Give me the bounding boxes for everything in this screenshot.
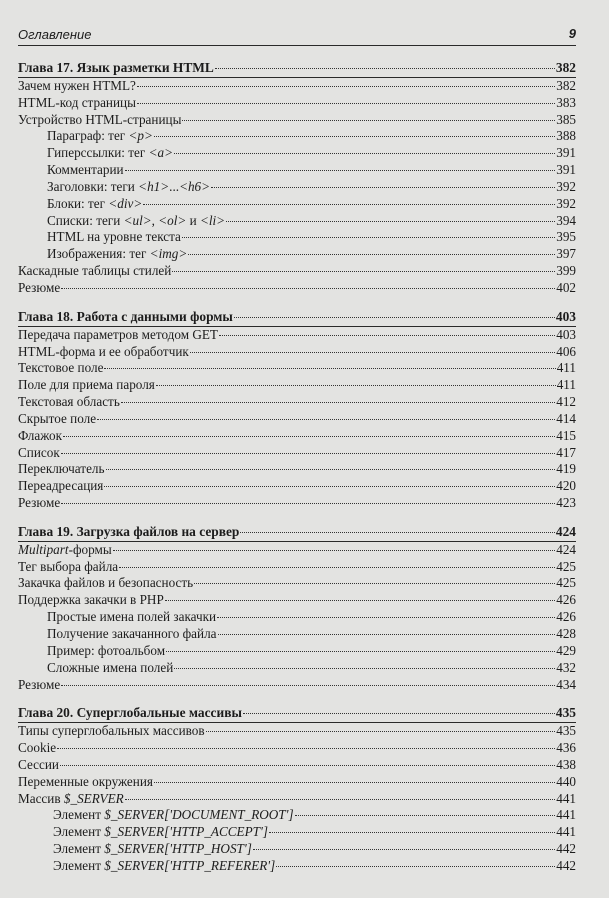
dot-leader (125, 798, 556, 800)
chapter-heading (18, 60, 576, 77)
dot-leader (219, 334, 555, 336)
dot-leader (243, 712, 555, 714)
entry-title: Элемент $_SERVER['HTTP_HOST'] (53, 841, 252, 857)
toc-entry (18, 609, 576, 626)
entry-title: Списки: теги <ul>, <ol> и <li> (47, 212, 226, 228)
entry-title: Получение закачанного файла (47, 626, 217, 641)
entry-title: Резюме (18, 279, 61, 295)
dot-leader (295, 814, 556, 816)
entry-title: Переменные окружения (18, 773, 153, 789)
entry-page-number: 411 (556, 360, 576, 376)
entry-page-number: 440 (556, 773, 576, 789)
entry-title: Поле для приема пароля (18, 377, 155, 393)
entry-title: Закачка файлов и безопасность (18, 575, 194, 591)
entry-title: Cookie (18, 740, 57, 756)
entry-page-number: 441 (556, 807, 576, 823)
entry-page-number: 399 (556, 263, 576, 279)
toc-entry (18, 213, 576, 230)
dot-leader (106, 468, 556, 470)
entry-title: Скрытое поле (18, 410, 97, 426)
toc-entry (18, 394, 576, 411)
dot-leader (60, 764, 555, 766)
entry-page-number: 441 (556, 824, 576, 840)
entry-title: Гиперссылки: тег <a> (47, 145, 173, 161)
toc-entry (18, 145, 576, 162)
entry-title: HTML-форма и ее обработчик (18, 343, 189, 359)
entry-title: Сессии (18, 756, 59, 772)
chapter-title: Глава 20. Суперглобальные массивы (18, 705, 242, 721)
toc-entry (18, 327, 576, 344)
entry-page-number: 403 (556, 326, 576, 342)
dot-leader (218, 633, 556, 635)
toc-entry (18, 559, 576, 576)
chapter-page-number: 424 (555, 523, 576, 539)
toc-entry (18, 377, 576, 394)
entry-title: Поддержка закачки в PHP (18, 592, 164, 608)
entry-page-number: 392 (556, 178, 576, 194)
entry-page-number: 425 (556, 575, 576, 591)
entry-page-number: 425 (556, 558, 576, 574)
dot-leader (61, 452, 555, 454)
dot-leader (194, 582, 555, 584)
toc-entry (18, 677, 576, 694)
dot-leader (174, 667, 555, 669)
entry-page-number: 432 (556, 659, 576, 675)
entry-title: Multipart-формы (18, 541, 112, 557)
entry-page-number: 394 (556, 212, 576, 228)
toc-entry (18, 660, 576, 677)
entry-title: Комментарии (47, 162, 124, 178)
toc-entry (18, 428, 576, 445)
entry-page-number: 388 (556, 128, 576, 144)
entry-title: Элемент $_SERVER['DOCUMENT_ROOT'] (53, 807, 294, 823)
chapter-title: Глава 18. Работа с данными формы (18, 308, 233, 324)
toc-entry (18, 344, 576, 361)
toc-entry (18, 757, 576, 774)
dot-leader (137, 102, 555, 104)
toc-entry (18, 495, 576, 512)
entry-page-number: 438 (556, 756, 576, 772)
toc-entry (18, 179, 576, 196)
entry-page-number: 414 (556, 410, 576, 426)
toc-entry (18, 229, 576, 246)
dot-leader (97, 418, 555, 420)
entry-page-number: 442 (556, 841, 576, 857)
entry-title: Список (18, 444, 60, 460)
dot-leader (215, 67, 555, 69)
dot-leader (61, 287, 555, 289)
dot-leader (119, 566, 555, 568)
dot-leader (57, 747, 555, 749)
entry-title: Массив $_SERVER (18, 790, 124, 806)
toc-entry (18, 478, 576, 495)
dot-leader (226, 220, 555, 222)
page-number: 9 (568, 26, 576, 41)
dot-leader (104, 367, 555, 369)
dot-leader (276, 865, 555, 867)
chapter-title: Глава 17. Язык разметки HTML (18, 60, 214, 75)
dot-leader (211, 186, 555, 188)
entry-title: Флажок (18, 427, 62, 443)
entry-page-number: 426 (556, 609, 576, 625)
dot-leader (174, 152, 555, 154)
entry-page-number: 442 (556, 857, 576, 873)
dot-leader (165, 599, 555, 601)
toc-entry (18, 246, 576, 263)
entry-page-number: 391 (556, 145, 576, 161)
entry-title: Резюме (18, 676, 61, 692)
entry-title: Изображения: тег <img> (47, 246, 188, 262)
entry-page-number: 382 (556, 77, 576, 93)
chapter-page-number: 435 (555, 705, 576, 721)
toc-entry (18, 128, 576, 145)
dot-leader (217, 616, 555, 618)
entry-page-number: 435 (556, 723, 576, 739)
toc-entry (18, 196, 576, 213)
toc-entry (18, 626, 576, 643)
entry-page-number: 429 (556, 642, 576, 658)
toc-entry (18, 78, 576, 95)
entry-page-number: 385 (556, 111, 576, 127)
entry-page-number: 415 (556, 427, 576, 443)
toc-entry (18, 575, 576, 592)
entry-page-number: 420 (556, 478, 576, 494)
entry-page-number: 411 (556, 377, 576, 393)
entry-title: Передача параметров методом GET (18, 326, 218, 342)
dot-leader (154, 135, 555, 137)
entry-title: Зачем нужен HTML? (18, 77, 136, 93)
entry-title: HTML на уровне текста (47, 229, 181, 245)
toc-entry (18, 95, 576, 112)
toc-entry (18, 740, 576, 757)
chapter-heading (18, 309, 576, 326)
dot-leader (188, 253, 555, 255)
entry-title: HTML-код страницы (18, 94, 136, 110)
dot-leader (104, 485, 555, 487)
toc-entry (18, 643, 576, 660)
toc-entry (18, 263, 576, 280)
dot-leader (121, 401, 555, 403)
dot-leader (113, 549, 556, 551)
dot-leader (156, 384, 556, 386)
toc-entry (18, 112, 576, 129)
toc-entry (18, 824, 576, 841)
entry-page-number: 424 (556, 541, 576, 557)
chapter-page-number: 403 (555, 308, 576, 324)
chapter-heading (18, 524, 576, 541)
dot-leader (166, 650, 555, 652)
entry-title: Тег выбора файла (18, 558, 119, 574)
running-header-title: Оглавление (18, 27, 92, 42)
entry-title: Текстовая область (18, 394, 120, 410)
entry-title: Каскадные таблицы стилей (18, 263, 172, 279)
dot-leader (190, 351, 555, 353)
dot-leader (206, 730, 556, 732)
entry-page-number: 426 (556, 592, 576, 608)
toc-entry (18, 723, 576, 740)
toc-entry (18, 445, 576, 462)
entry-page-number: 395 (556, 229, 576, 245)
entry-title: Сложные имена полей (47, 659, 174, 675)
entry-title: Элемент $_SERVER['HTTP_REFERER'] (53, 857, 276, 873)
dot-leader (234, 316, 555, 318)
toc-entry (18, 542, 576, 559)
entry-title: Устройство HTML-страницы (18, 111, 182, 127)
entry-page-number: 391 (556, 162, 576, 178)
entry-title: Текстовое поле (18, 360, 104, 376)
entry-page-number: 402 (556, 279, 576, 295)
dot-leader (137, 85, 555, 87)
entry-title: Элемент $_SERVER['HTTP_ACCEPT'] (53, 824, 268, 840)
entry-title: Пример: фотоальбом (47, 642, 166, 658)
entry-page-number: 423 (556, 495, 576, 511)
toc-entry (18, 411, 576, 428)
entry-title: Переадресация (18, 478, 104, 494)
toc-entry (18, 461, 576, 478)
entry-page-number: 406 (556, 343, 576, 359)
dot-leader (63, 435, 555, 437)
entry-title: Типы суперглобальных массивов (18, 723, 205, 739)
toc-entry (18, 162, 576, 179)
entry-title: Блоки: тег <div> (47, 195, 143, 211)
toc-entry (18, 360, 576, 377)
dot-leader (240, 531, 555, 533)
entry-page-number: 436 (556, 740, 576, 756)
entry-title: Заголовки: теги <h1>...<h6> (47, 178, 211, 194)
entry-page-number: 397 (556, 246, 576, 262)
table-of-contents (18, 60, 576, 875)
toc-entry (18, 807, 576, 824)
dot-leader (154, 781, 555, 783)
dot-leader (172, 270, 555, 272)
toc-entry (18, 592, 576, 609)
chapter-title: Глава 19. Загрузка файлов на сервер (18, 523, 240, 539)
chapter-heading (18, 705, 576, 722)
entry-page-number: 441 (556, 790, 576, 806)
entry-page-number: 428 (556, 626, 576, 641)
entry-title: Переключатель (18, 461, 105, 477)
dot-leader (61, 684, 555, 686)
entry-page-number: 412 (556, 394, 576, 410)
entry-title: Параграф: тег <p> (47, 128, 153, 144)
entry-title: Резюме (18, 495, 61, 511)
running-header (18, 25, 576, 46)
toc-entry (18, 791, 576, 808)
entry-page-number: 383 (556, 94, 576, 110)
entry-page-number: 434 (556, 676, 576, 692)
toc-entry (18, 858, 576, 875)
entry-title: Простые имена полей закачки (47, 609, 217, 625)
entry-page-number: 417 (556, 444, 576, 460)
dot-leader (125, 169, 556, 171)
toc-entry (18, 280, 576, 297)
entry-page-number: 419 (556, 461, 576, 477)
chapter-page-number: 382 (555, 60, 576, 75)
dot-leader (143, 203, 555, 205)
entry-page-number: 392 (556, 195, 576, 211)
toc-entry (18, 774, 576, 791)
dot-leader (253, 848, 555, 850)
dot-leader (182, 119, 555, 121)
toc-entry (18, 841, 576, 858)
dot-leader (182, 236, 555, 238)
dot-leader (269, 831, 555, 833)
dot-leader (61, 502, 555, 504)
